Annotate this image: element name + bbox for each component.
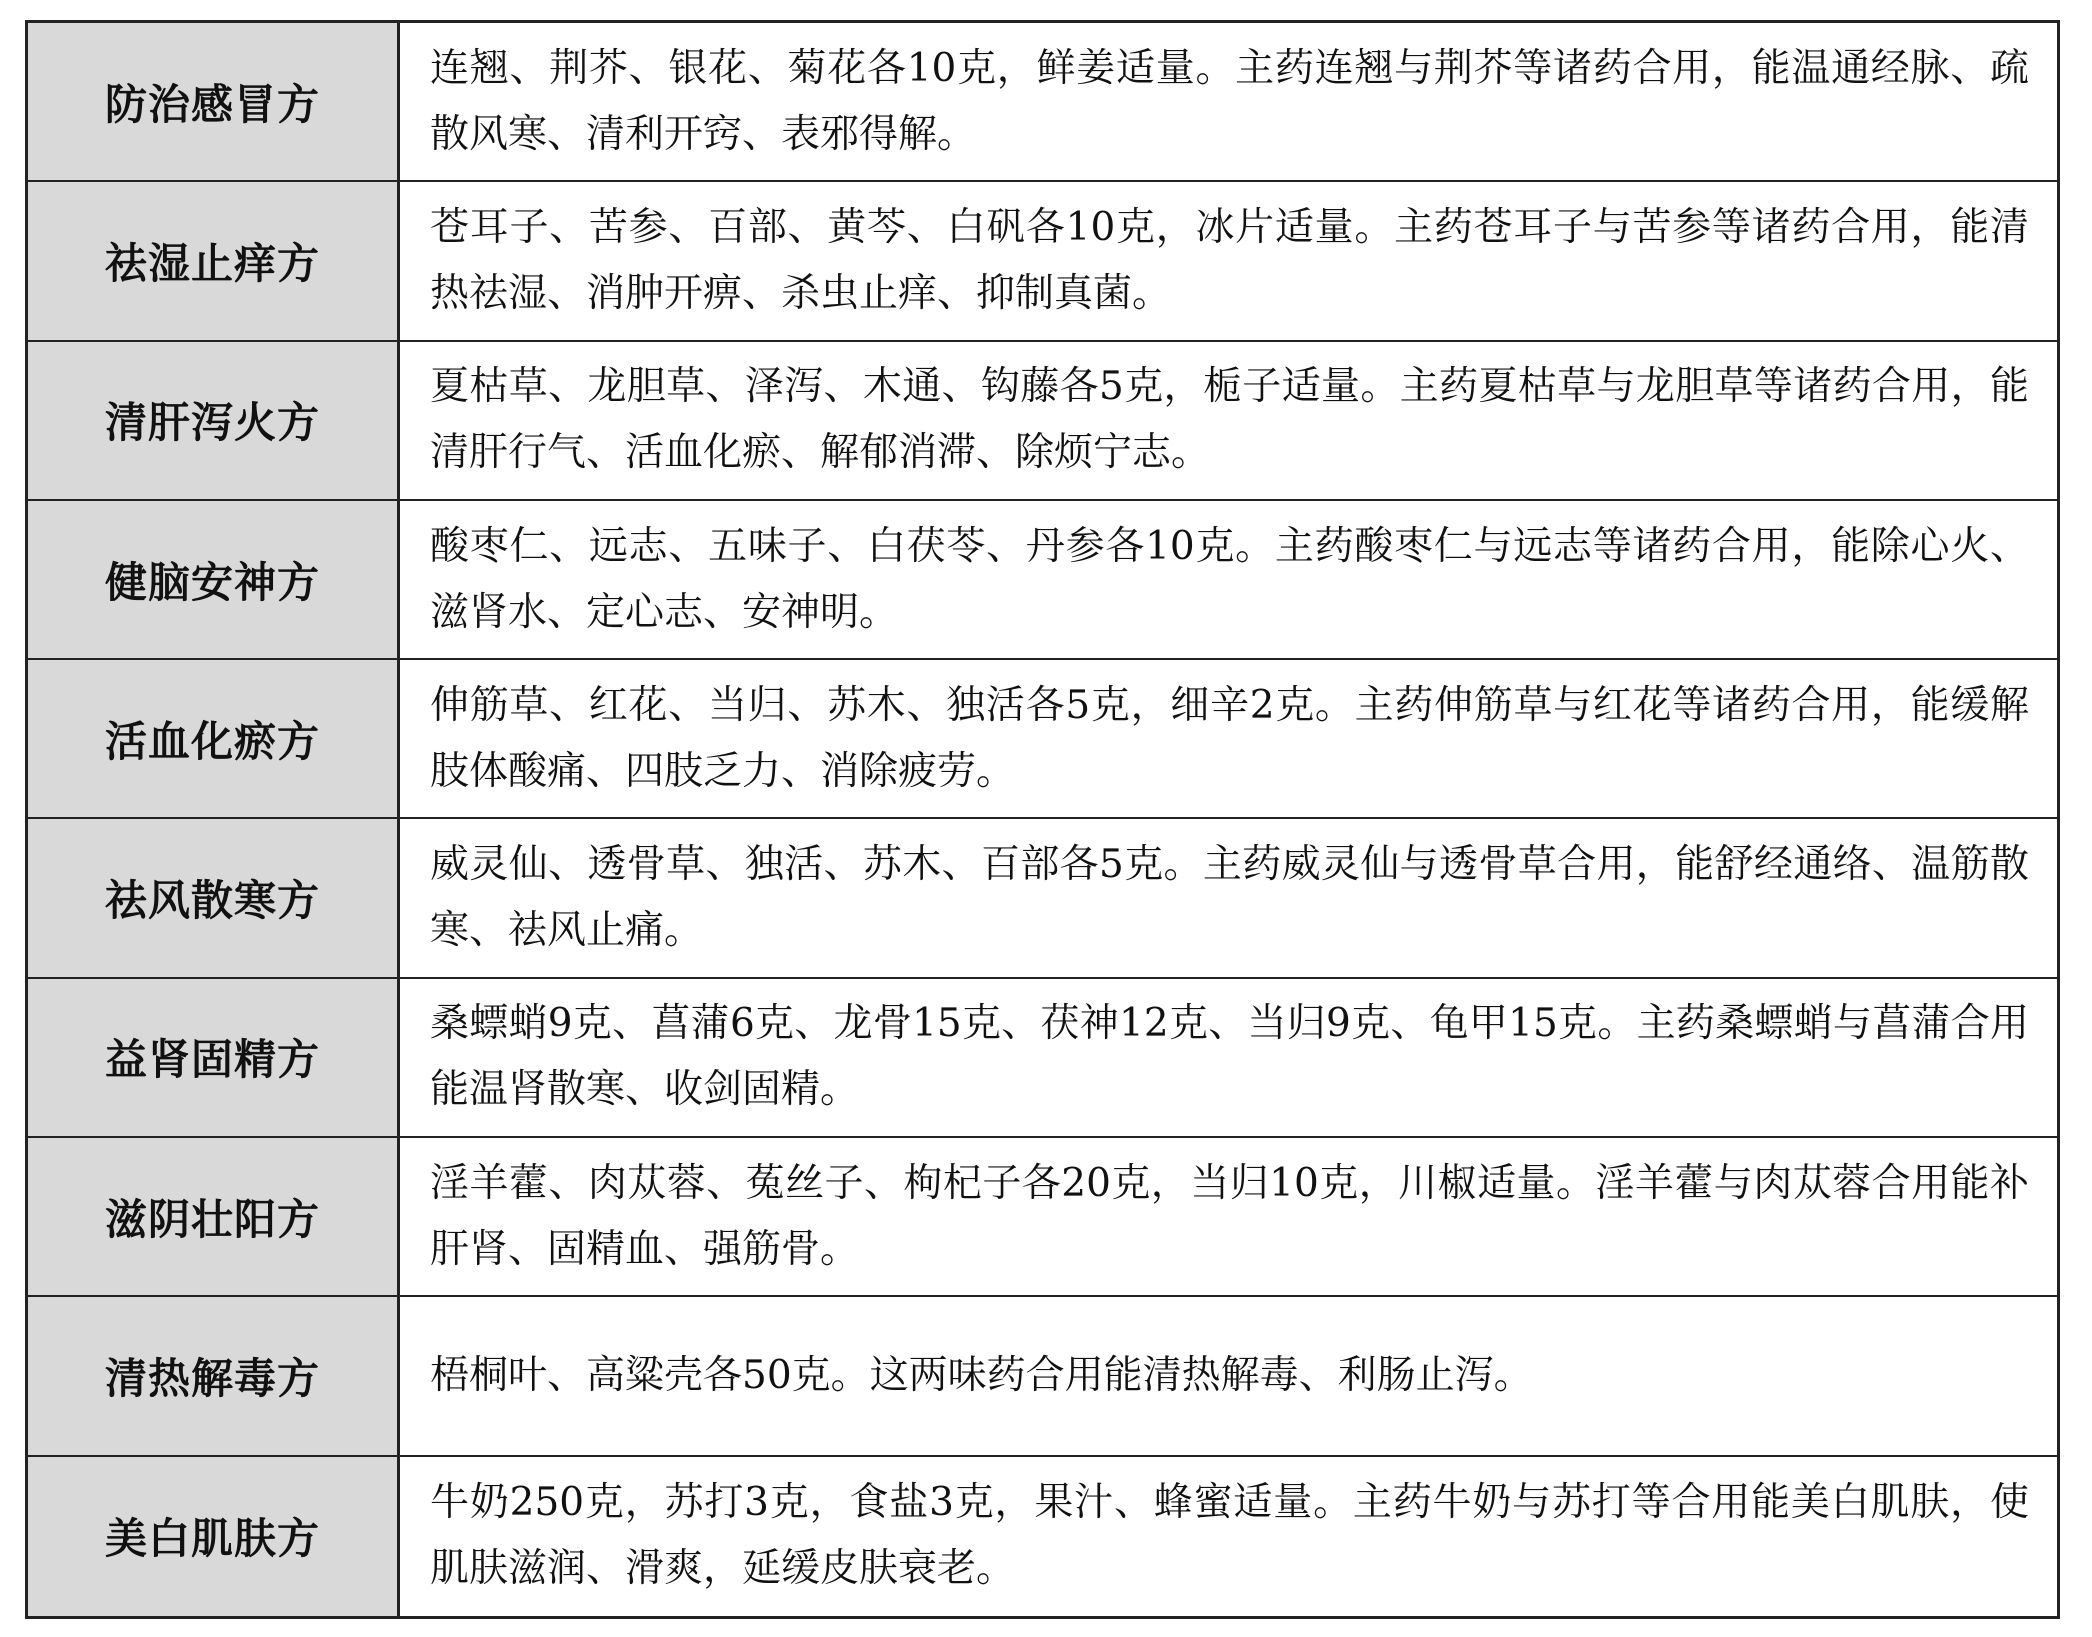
table-row (28, 23, 2057, 182)
remedy-description-cell (400, 342, 2057, 499)
remedy-description-cell (400, 23, 2057, 180)
remedy-description: 苍耳子、苦参、百部、黄芩、白矾各10克，冰片适量。主药苍耳子与苦参等诸药合用，能清热祛湿、消肿开痹、杀虫止痒、抑制真菌。 (430, 204, 2029, 316)
table-row (28, 660, 2057, 819)
table-row (28, 501, 2057, 660)
table-row (28, 979, 2057, 1138)
remedy-description: 酸枣仁、远志、五味子、白茯苓、丹参各10克。主药酸枣仁与远志等诸药合用，能除心火、滋肾水、定心志、安神明。 (430, 523, 2029, 635)
remedy-description-cell (400, 501, 2057, 658)
remedy-description-cell (400, 819, 2057, 976)
table-row (28, 342, 2057, 501)
table-row (28, 1457, 2057, 1616)
remedy-description: 梧桐叶、高粱壳各50克。这两味药合用能清热解毒、利肠止泻。 (430, 1353, 1533, 1399)
table-row (28, 1138, 2057, 1297)
remedy-description-cell (400, 182, 2057, 339)
remedy-description: 连翘、荆芥、银花、菊花各10克，鲜姜适量。主药连翘与荆芥等诸药合用，能温通经脉、疏散风寒、清利开窍、表邪得解。 (430, 45, 2029, 157)
remedy-description: 桑螵蛸9克、菖蒲6克、龙骨15克、茯神12克、当归9克、龟甲15克。主药桑螵蛸与菖蒲合用能温肾散寒、收剑固精。 (430, 1001, 2029, 1113)
table-row (28, 819, 2057, 978)
remedy-name-cell: 防治感冒方 (28, 23, 400, 180)
remedy-name-cell: 祛风散寒方 (28, 819, 400, 976)
remedy-description: 牛奶250克，苏打3克，食盐3克，果汁、蜂蜜适量。主药牛奶与苏打等合用能美白肌肤，使肌肤滋润、滑爽，延缓皮肤衰老。 (430, 1480, 2029, 1592)
remedy-name-cell: 滋阴壮阳方 (28, 1138, 400, 1295)
remedy-description-cell (400, 979, 2057, 1136)
remedy-description: 夏枯草、龙胆草、泽泻、木通、钩藤各5克，栀子适量。主药夏枯草与龙胆草等诸药合用，能清肝行气、活血化瘀、解郁消滞、除烦宁志。 (430, 364, 2029, 476)
table-row (28, 1297, 2057, 1456)
remedy-table (25, 20, 2060, 1619)
remedy-name-cell: 活血化瘀方 (28, 660, 400, 817)
remedy-description: 淫羊藿、肉苁蓉、菟丝子、枸杞子各20克，当归10克，川椒适量。淫羊藿与肉苁蓉合用能补肝肾、固精血、强筋骨。 (430, 1160, 2029, 1272)
remedy-description-cell (400, 1457, 2057, 1616)
remedy-name-cell: 清肝泻火方 (28, 342, 400, 499)
remedy-name-cell: 益肾固精方 (28, 979, 400, 1136)
remedy-name-cell: 祛湿止痒方 (28, 182, 400, 339)
remedy-name-cell: 清热解毒方 (28, 1297, 400, 1454)
remedy-description-cell (400, 660, 2057, 817)
table-row (28, 182, 2057, 341)
remedy-name-cell: 美白肌肤方 (28, 1457, 400, 1616)
remedy-description-cell (400, 1138, 2057, 1295)
remedy-description: 伸筋草、红花、当归、苏木、独活各5克，细辛2克。主药伸筋草与红花等诸药合用，能缓解肢体酸痛、四肢乏力、消除疲劳。 (430, 682, 2029, 794)
remedy-name-cell: 健脑安神方 (28, 501, 400, 658)
remedy-description: 威灵仙、透骨草、独活、苏木、百部各5克。主药威灵仙与透骨草合用，能舒经通络、温筋散寒、祛风止痛。 (430, 842, 2029, 954)
remedy-description-cell (400, 1297, 2057, 1454)
